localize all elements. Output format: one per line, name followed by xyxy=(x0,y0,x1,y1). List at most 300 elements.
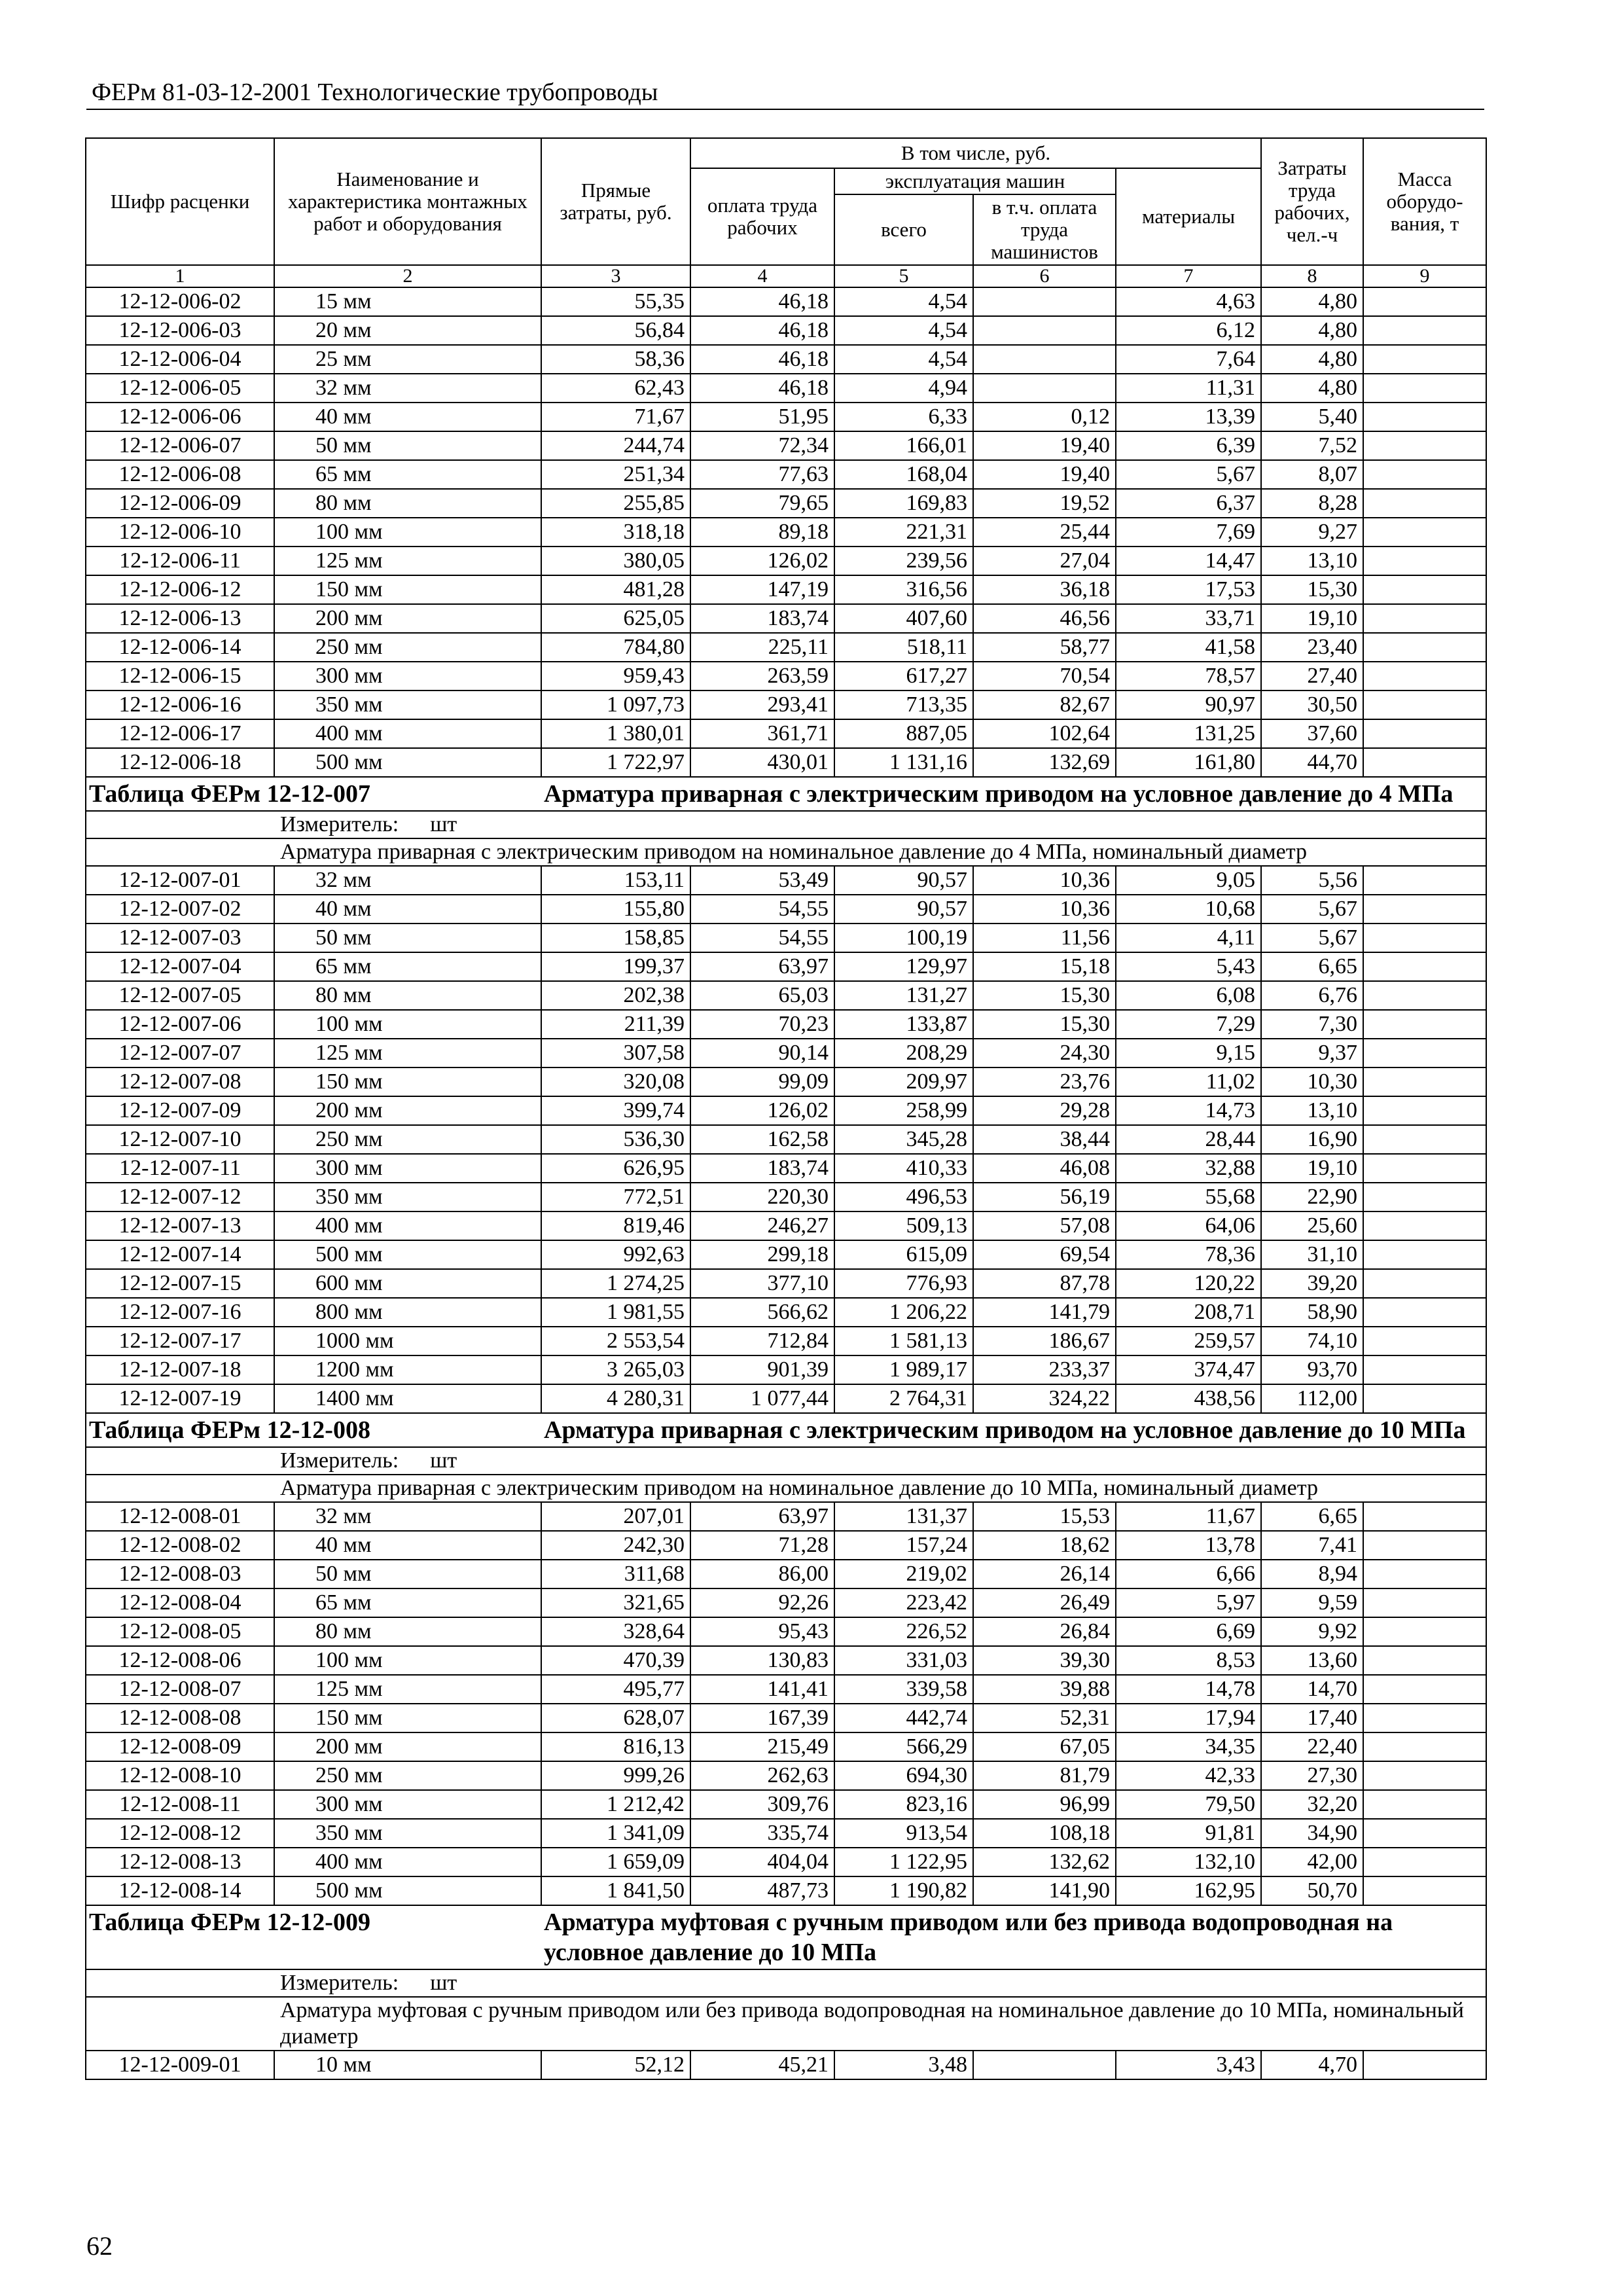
cell-machines-total: 617,27 xyxy=(834,662,973,691)
cell-work-name: 40 мм xyxy=(274,403,541,431)
cell-machinists-pay: 57,08 xyxy=(973,1211,1116,1240)
cell-direct-cost: 495,77 xyxy=(541,1675,690,1704)
cell-labor-hours: 9,27 xyxy=(1261,518,1363,547)
cell-machines-total: 219,02 xyxy=(834,1560,973,1588)
table-row xyxy=(86,547,1486,575)
cell-work-name: 1200 мм xyxy=(274,1355,541,1384)
cell-labor-hours: 4,80 xyxy=(1261,287,1363,316)
cell-labor-pay: 183,74 xyxy=(690,604,834,633)
cell-work-name: 250 мм xyxy=(274,1761,541,1790)
cell-work-name: 200 мм xyxy=(274,1732,541,1761)
cell-direct-cost: 56,84 xyxy=(541,316,690,345)
table-row xyxy=(86,345,1486,374)
cell-work-name: 80 мм xyxy=(274,1617,541,1646)
table-row xyxy=(86,1039,1486,1067)
cell-work-name: 350 мм xyxy=(274,691,541,719)
cell-materials-cost: 34,35 xyxy=(1116,1732,1261,1761)
cell-machinists-pay: 324,22 xyxy=(973,1384,1116,1413)
cell-direct-cost: 1 341,09 xyxy=(541,1819,690,1848)
cell-direct-cost: 819,46 xyxy=(541,1211,690,1240)
cell-rate-code: 12-12-007-09 xyxy=(86,1096,274,1125)
table-row xyxy=(86,895,1486,924)
cell-machines-total: 166,01 xyxy=(834,431,973,460)
cell-labor-pay: 99,09 xyxy=(690,1067,834,1096)
cell-rate-code: 12-12-006-16 xyxy=(86,691,274,719)
cell-machinists-pay: 87,78 xyxy=(973,1269,1116,1298)
section-table-code: Таблица ФЕРм 12-12-009 xyxy=(86,1905,541,1969)
cell-labor-hours: 9,59 xyxy=(1261,1588,1363,1617)
cell-equipment-mass xyxy=(1363,1096,1486,1125)
cell-rate-code: 12-12-008-02 xyxy=(86,1531,274,1560)
cell-work-name: 125 мм xyxy=(274,1039,541,1067)
cell-machinists-pay: 29,28 xyxy=(973,1096,1116,1125)
cell-labor-pay: 901,39 xyxy=(690,1355,834,1384)
cell-equipment-mass xyxy=(1363,431,1486,460)
cell-direct-cost: 158,85 xyxy=(541,924,690,952)
table-row xyxy=(86,2051,1486,2079)
table-row xyxy=(86,1588,1486,1617)
cell-labor-pay: 95,43 xyxy=(690,1617,834,1646)
cell-rate-code: 12-12-007-18 xyxy=(86,1355,274,1384)
cell-machinists-pay: 132,69 xyxy=(973,748,1116,777)
col-header-equipment-mass: Масса оборудо-вания, т xyxy=(1363,138,1486,265)
cell-direct-cost: 321,65 xyxy=(541,1588,690,1617)
cell-labor-hours: 4,80 xyxy=(1261,345,1363,374)
cell-rate-code: 12-12-006-10 xyxy=(86,518,274,547)
cell-machines-total: 887,05 xyxy=(834,719,973,748)
cell-direct-cost: 536,30 xyxy=(541,1125,690,1154)
cell-labor-pay: 79,65 xyxy=(690,489,834,518)
cell-machines-total: 169,83 xyxy=(834,489,973,518)
col-header-machinists-pay: в т.ч. оплата труда машинистов xyxy=(973,194,1116,265)
cell-work-name: 10 мм xyxy=(274,2051,541,2079)
cell-labor-hours: 8,94 xyxy=(1261,1560,1363,1588)
cell-rate-code: 12-12-006-08 xyxy=(86,460,274,489)
cell-machinists-pay: 82,67 xyxy=(973,691,1116,719)
cell-labor-hours: 74,10 xyxy=(1261,1327,1363,1355)
cell-direct-cost: 311,68 xyxy=(541,1560,690,1588)
cell-rate-code: 12-12-008-06 xyxy=(86,1646,274,1675)
cell-labor-hours: 112,00 xyxy=(1261,1384,1363,1413)
cell-materials-cost: 4,11 xyxy=(1116,924,1261,952)
cell-equipment-mass xyxy=(1363,1010,1486,1039)
cell-machinists-pay: 19,40 xyxy=(973,431,1116,460)
cell-labor-hours: 50,70 xyxy=(1261,1876,1363,1905)
cell-work-name: 500 мм xyxy=(274,1876,541,1905)
table-row xyxy=(86,1560,1486,1588)
cell-machinists-pay: 233,37 xyxy=(973,1355,1116,1384)
cell-materials-cost: 11,31 xyxy=(1116,374,1261,403)
cell-materials-cost: 120,22 xyxy=(1116,1269,1261,1298)
cell-rate-code: 12-12-007-03 xyxy=(86,924,274,952)
cell-labor-hours: 13,60 xyxy=(1261,1646,1363,1675)
cell-labor-hours: 23,40 xyxy=(1261,633,1363,662)
cell-rate-code: 12-12-006-07 xyxy=(86,431,274,460)
cell-work-name: 100 мм xyxy=(274,1646,541,1675)
cell-machinists-pay: 46,56 xyxy=(973,604,1116,633)
cell-labor-hours: 6,65 xyxy=(1261,1502,1363,1531)
cell-equipment-mass xyxy=(1363,1067,1486,1096)
cell-labor-pay: 126,02 xyxy=(690,1096,834,1125)
cell-work-name: 800 мм xyxy=(274,1298,541,1327)
cell-labor-pay: 63,97 xyxy=(690,952,834,981)
cell-materials-cost: 4,63 xyxy=(1116,287,1261,316)
cell-materials-cost: 7,69 xyxy=(1116,518,1261,547)
cell-direct-cost: 318,18 xyxy=(541,518,690,547)
cell-labor-pay: 46,18 xyxy=(690,287,834,316)
table-row xyxy=(86,691,1486,719)
cell-rate-code: 12-12-008-09 xyxy=(86,1732,274,1761)
cell-machines-total: 496,53 xyxy=(834,1183,973,1211)
cell-rate-code: 12-12-006-06 xyxy=(86,403,274,431)
cell-work-name: 65 мм xyxy=(274,460,541,489)
table-row xyxy=(86,1154,1486,1183)
cell-labor-hours: 7,52 xyxy=(1261,431,1363,460)
cell-machines-total: 823,16 xyxy=(834,1790,973,1819)
cell-labor-pay: 246,27 xyxy=(690,1211,834,1240)
cell-work-name: 250 мм xyxy=(274,1125,541,1154)
cell-labor-hours: 58,90 xyxy=(1261,1298,1363,1327)
cell-equipment-mass xyxy=(1363,662,1486,691)
cell-materials-cost: 6,39 xyxy=(1116,431,1261,460)
cell-rate-code: 12-12-009-01 xyxy=(86,2051,274,2079)
cell-work-name: 500 мм xyxy=(274,1240,541,1269)
cell-labor-hours: 19,10 xyxy=(1261,604,1363,633)
cell-direct-cost: 251,34 xyxy=(541,460,690,489)
table-row xyxy=(86,1240,1486,1269)
cell-direct-cost: 1 659,09 xyxy=(541,1848,690,1876)
cell-work-name: 200 мм xyxy=(274,1096,541,1125)
cell-labor-hours: 5,67 xyxy=(1261,895,1363,924)
cell-materials-cost: 78,57 xyxy=(1116,662,1261,691)
cell-machines-total: 1 122,95 xyxy=(834,1848,973,1876)
section-table-title: Арматура приварная с электрическим приводом на условное давление до 4 МПа xyxy=(541,777,1486,811)
cell-labor-pay: 45,21 xyxy=(690,2051,834,2079)
cell-labor-pay: 377,10 xyxy=(690,1269,834,1298)
cell-direct-cost: 626,95 xyxy=(541,1154,690,1183)
cell-labor-hours: 6,76 xyxy=(1261,981,1363,1010)
cell-machines-total: 345,28 xyxy=(834,1125,973,1154)
cell-rate-code: 12-12-007-10 xyxy=(86,1125,274,1154)
table-row xyxy=(86,1327,1486,1355)
col-header-direct: Прямые затраты, руб. xyxy=(541,138,690,265)
cell-machines-total: 4,54 xyxy=(834,287,973,316)
cell-machines-total: 1 131,16 xyxy=(834,748,973,777)
cell-materials-cost: 42,33 xyxy=(1116,1761,1261,1790)
col-number: 7 xyxy=(1116,265,1261,287)
column-number-row xyxy=(86,265,1486,287)
cell-labor-pay: 92,26 xyxy=(690,1588,834,1617)
cell-materials-cost: 91,81 xyxy=(1116,1819,1261,1848)
cell-labor-pay: 487,73 xyxy=(690,1876,834,1905)
cell-equipment-mass xyxy=(1363,345,1486,374)
cell-labor-hours: 4,80 xyxy=(1261,316,1363,345)
cell-machines-total: 131,37 xyxy=(834,1502,973,1531)
cell-labor-pay: 263,59 xyxy=(690,662,834,691)
header-divider xyxy=(86,109,1484,110)
cell-machines-total: 407,60 xyxy=(834,604,973,633)
cell-materials-cost: 6,08 xyxy=(1116,981,1261,1010)
measure-label: Измеритель: xyxy=(280,812,399,836)
cell-direct-cost: 242,30 xyxy=(541,1531,690,1560)
cell-materials-cost: 5,67 xyxy=(1116,460,1261,489)
cell-direct-cost: 62,43 xyxy=(541,374,690,403)
cell-machines-total: 913,54 xyxy=(834,1819,973,1848)
cell-work-name: 200 мм xyxy=(274,604,541,633)
cell-rate-code: 12-12-007-17 xyxy=(86,1327,274,1355)
cell-work-name: 100 мм xyxy=(274,518,541,547)
section-description: Арматура приварная с электрическим приводом на номинальное давление до 4 МПа, номинальный диаметр xyxy=(86,838,1486,866)
cell-labor-pay: 86,00 xyxy=(690,1560,834,1588)
cell-materials-cost: 9,05 xyxy=(1116,866,1261,895)
cell-materials-cost: 13,39 xyxy=(1116,403,1261,431)
cell-equipment-mass xyxy=(1363,952,1486,981)
cell-labor-hours: 13,10 xyxy=(1261,547,1363,575)
table-row xyxy=(86,1502,1486,1531)
cell-machines-total: 4,54 xyxy=(834,316,973,345)
cell-rate-code: 12-12-007-16 xyxy=(86,1298,274,1327)
cell-labor-hours: 15,30 xyxy=(1261,575,1363,604)
cell-machinists-pay: 102,64 xyxy=(973,719,1116,748)
cell-labor-hours: 7,30 xyxy=(1261,1010,1363,1039)
cell-direct-cost: 380,05 xyxy=(541,547,690,575)
cell-materials-cost: 90,97 xyxy=(1116,691,1261,719)
cell-machinists-pay xyxy=(973,345,1116,374)
cell-rate-code: 12-12-006-09 xyxy=(86,489,274,518)
cell-rate-code: 12-12-008-10 xyxy=(86,1761,274,1790)
cell-work-name: 25 мм xyxy=(274,345,541,374)
cell-machines-total: 4,54 xyxy=(834,345,973,374)
cell-materials-cost: 10,68 xyxy=(1116,895,1261,924)
cell-materials-cost: 11,67 xyxy=(1116,1502,1261,1531)
cell-materials-cost: 6,66 xyxy=(1116,1560,1261,1588)
cell-machinists-pay: 141,79 xyxy=(973,1298,1116,1327)
cell-materials-cost: 7,64 xyxy=(1116,345,1261,374)
cell-direct-cost: 58,36 xyxy=(541,345,690,374)
cell-direct-cost: 784,80 xyxy=(541,633,690,662)
cell-labor-pay: 51,95 xyxy=(690,403,834,431)
col-number: 4 xyxy=(690,265,834,287)
cell-materials-cost: 6,37 xyxy=(1116,489,1261,518)
cell-machinists-pay: 96,99 xyxy=(973,1790,1116,1819)
cell-machines-total: 258,99 xyxy=(834,1096,973,1125)
cell-direct-cost: 628,07 xyxy=(541,1704,690,1732)
cell-materials-cost: 5,43 xyxy=(1116,952,1261,981)
cell-work-name: 400 мм xyxy=(274,1211,541,1240)
cell-machinists-pay: 70,54 xyxy=(973,662,1116,691)
cell-rate-code: 12-12-008-05 xyxy=(86,1617,274,1646)
col-header-incl: В том числе, руб. xyxy=(690,138,1261,168)
cell-equipment-mass xyxy=(1363,403,1486,431)
table-row xyxy=(86,1761,1486,1790)
cell-labor-pay: 46,18 xyxy=(690,345,834,374)
table-row xyxy=(86,1067,1486,1096)
table-row xyxy=(86,460,1486,489)
cell-machines-total: 694,30 xyxy=(834,1761,973,1790)
cell-labor-hours: 14,70 xyxy=(1261,1675,1363,1704)
cell-work-name: 40 мм xyxy=(274,1531,541,1560)
cell-labor-hours: 34,90 xyxy=(1261,1819,1363,1848)
cell-work-name: 32 мм xyxy=(274,1502,541,1531)
cell-labor-pay: 361,71 xyxy=(690,719,834,748)
cell-labor-hours: 30,50 xyxy=(1261,691,1363,719)
cell-rate-code: 12-12-007-13 xyxy=(86,1211,274,1240)
table-row xyxy=(86,1531,1486,1560)
cell-direct-cost: 816,13 xyxy=(541,1732,690,1761)
table-row xyxy=(86,1819,1486,1848)
measure-label: Измеритель: xyxy=(280,1971,399,1995)
cell-equipment-mass xyxy=(1363,1761,1486,1790)
table-row xyxy=(86,1617,1486,1646)
cell-machinists-pay: 186,67 xyxy=(973,1327,1116,1355)
cell-labor-hours: 4,70 xyxy=(1261,2051,1363,2079)
cell-rate-code: 12-12-008-07 xyxy=(86,1675,274,1704)
table-row xyxy=(86,748,1486,777)
cell-direct-cost: 244,74 xyxy=(541,431,690,460)
col-header-materials: материалы xyxy=(1116,168,1261,265)
cell-work-name: 100 мм xyxy=(274,1010,541,1039)
cell-work-name: 500 мм xyxy=(274,748,541,777)
cell-labor-hours: 9,37 xyxy=(1261,1039,1363,1067)
cell-labor-pay: 335,74 xyxy=(690,1819,834,1848)
cell-machinists-pay: 36,18 xyxy=(973,575,1116,604)
cell-labor-hours: 32,20 xyxy=(1261,1790,1363,1819)
cell-rate-code: 12-12-006-04 xyxy=(86,345,274,374)
cell-rate-code: 12-12-007-08 xyxy=(86,1067,274,1096)
cell-machinists-pay: 23,76 xyxy=(973,1067,1116,1096)
cell-equipment-mass xyxy=(1363,604,1486,633)
cell-labor-pay: 63,97 xyxy=(690,1502,834,1531)
cell-machinists-pay: 67,05 xyxy=(973,1732,1116,1761)
cell-machines-total: 615,09 xyxy=(834,1240,973,1269)
cell-machinists-pay: 52,31 xyxy=(973,1704,1116,1732)
cell-machinists-pay: 26,14 xyxy=(973,1560,1116,1588)
cell-labor-pay: 215,49 xyxy=(690,1732,834,1761)
col-header-labor-hours: Затраты труда рабочих, чел.-ч xyxy=(1261,138,1363,265)
cell-direct-cost: 1 097,73 xyxy=(541,691,690,719)
cell-equipment-mass xyxy=(1363,1183,1486,1211)
cell-machines-total: 131,27 xyxy=(834,981,973,1010)
cell-work-name: 80 мм xyxy=(274,489,541,518)
cell-materials-cost: 55,68 xyxy=(1116,1183,1261,1211)
cell-labor-hours: 13,10 xyxy=(1261,1096,1363,1125)
cell-rate-code: 12-12-007-19 xyxy=(86,1384,274,1413)
col-number: 6 xyxy=(973,265,1116,287)
cell-materials-cost: 6,12 xyxy=(1116,316,1261,345)
cell-equipment-mass xyxy=(1363,1704,1486,1732)
section-table-title: Арматура приварная с электрическим приводом на условное давление до 10 МПа xyxy=(541,1413,1486,1447)
cell-labor-pay: 46,18 xyxy=(690,374,834,403)
cell-equipment-mass xyxy=(1363,1876,1486,1905)
table-row xyxy=(86,1269,1486,1298)
cell-equipment-mass xyxy=(1363,1675,1486,1704)
cell-direct-cost: 481,28 xyxy=(541,575,690,604)
cell-machines-total: 1 206,22 xyxy=(834,1298,973,1327)
table-row xyxy=(86,431,1486,460)
cell-labor-pay: 183,74 xyxy=(690,1154,834,1183)
cell-labor-hours: 7,41 xyxy=(1261,1531,1363,1560)
table-row xyxy=(86,1848,1486,1876)
cell-labor-pay: 65,03 xyxy=(690,981,834,1010)
cell-work-name: 400 мм xyxy=(274,1848,541,1876)
cell-materials-cost: 6,69 xyxy=(1116,1617,1261,1646)
cell-materials-cost: 28,44 xyxy=(1116,1125,1261,1154)
cell-machines-total: 518,11 xyxy=(834,633,973,662)
cell-work-name: 150 мм xyxy=(274,575,541,604)
cell-equipment-mass xyxy=(1363,748,1486,777)
cell-materials-cost: 132,10 xyxy=(1116,1848,1261,1876)
cell-machines-total: 509,13 xyxy=(834,1211,973,1240)
cell-equipment-mass xyxy=(1363,895,1486,924)
cell-labor-hours: 17,40 xyxy=(1261,1704,1363,1732)
col-number: 1 xyxy=(86,265,274,287)
col-number: 3 xyxy=(541,265,690,287)
table-row xyxy=(86,719,1486,748)
cell-equipment-mass xyxy=(1363,518,1486,547)
cell-equipment-mass xyxy=(1363,1617,1486,1646)
cell-materials-cost: 438,56 xyxy=(1116,1384,1261,1413)
cell-materials-cost: 374,47 xyxy=(1116,1355,1261,1384)
cell-work-name: 300 мм xyxy=(274,662,541,691)
table-row xyxy=(86,1298,1486,1327)
cell-labor-pay: 566,62 xyxy=(690,1298,834,1327)
cell-machinists-pay xyxy=(973,374,1116,403)
cell-labor-hours: 5,40 xyxy=(1261,403,1363,431)
cell-rate-code: 12-12-006-15 xyxy=(86,662,274,691)
cell-machinists-pay: 11,56 xyxy=(973,924,1116,952)
cell-labor-pay: 225,11 xyxy=(690,633,834,662)
cell-rate-code: 12-12-006-02 xyxy=(86,287,274,316)
cell-materials-cost: 11,02 xyxy=(1116,1067,1261,1096)
cell-materials-cost: 32,88 xyxy=(1116,1154,1261,1183)
cell-labor-pay: 77,63 xyxy=(690,460,834,489)
cell-direct-cost: 211,39 xyxy=(541,1010,690,1039)
cell-direct-cost: 959,43 xyxy=(541,662,690,691)
cell-machines-total: 226,52 xyxy=(834,1617,973,1646)
cell-labor-pay: 309,76 xyxy=(690,1790,834,1819)
cell-equipment-mass xyxy=(1363,1819,1486,1848)
cell-rate-code: 12-12-006-11 xyxy=(86,547,274,575)
cell-machines-total: 2 764,31 xyxy=(834,1384,973,1413)
cell-equipment-mass xyxy=(1363,1384,1486,1413)
cell-equipment-mass xyxy=(1363,316,1486,345)
cell-machinists-pay xyxy=(973,316,1116,345)
cell-direct-cost: 153,11 xyxy=(541,866,690,895)
cell-materials-cost: 17,53 xyxy=(1116,575,1261,604)
cell-materials-cost: 162,95 xyxy=(1116,1876,1261,1905)
cell-work-name: 15 мм xyxy=(274,287,541,316)
measure-row xyxy=(86,1447,1486,1475)
table-row xyxy=(86,1876,1486,1905)
table-row xyxy=(86,604,1486,633)
section-title-row xyxy=(86,1413,1486,1447)
table-body xyxy=(86,287,1486,2079)
cell-direct-cost: 255,85 xyxy=(541,489,690,518)
cell-labor-pay: 220,30 xyxy=(690,1183,834,1211)
table-row xyxy=(86,1646,1486,1675)
cell-machinists-pay: 25,44 xyxy=(973,518,1116,547)
cell-materials-cost: 208,71 xyxy=(1116,1298,1261,1327)
cell-labor-pay: 262,63 xyxy=(690,1761,834,1790)
cell-labor-pay: 71,28 xyxy=(690,1531,834,1560)
cell-machines-total: 6,33 xyxy=(834,403,973,431)
cell-labor-pay: 89,18 xyxy=(690,518,834,547)
cell-machinists-pay: 56,19 xyxy=(973,1183,1116,1211)
table-row xyxy=(86,866,1486,895)
cell-materials-cost: 5,97 xyxy=(1116,1588,1261,1617)
cell-direct-cost: 328,64 xyxy=(541,1617,690,1646)
cell-direct-cost: 155,80 xyxy=(541,895,690,924)
